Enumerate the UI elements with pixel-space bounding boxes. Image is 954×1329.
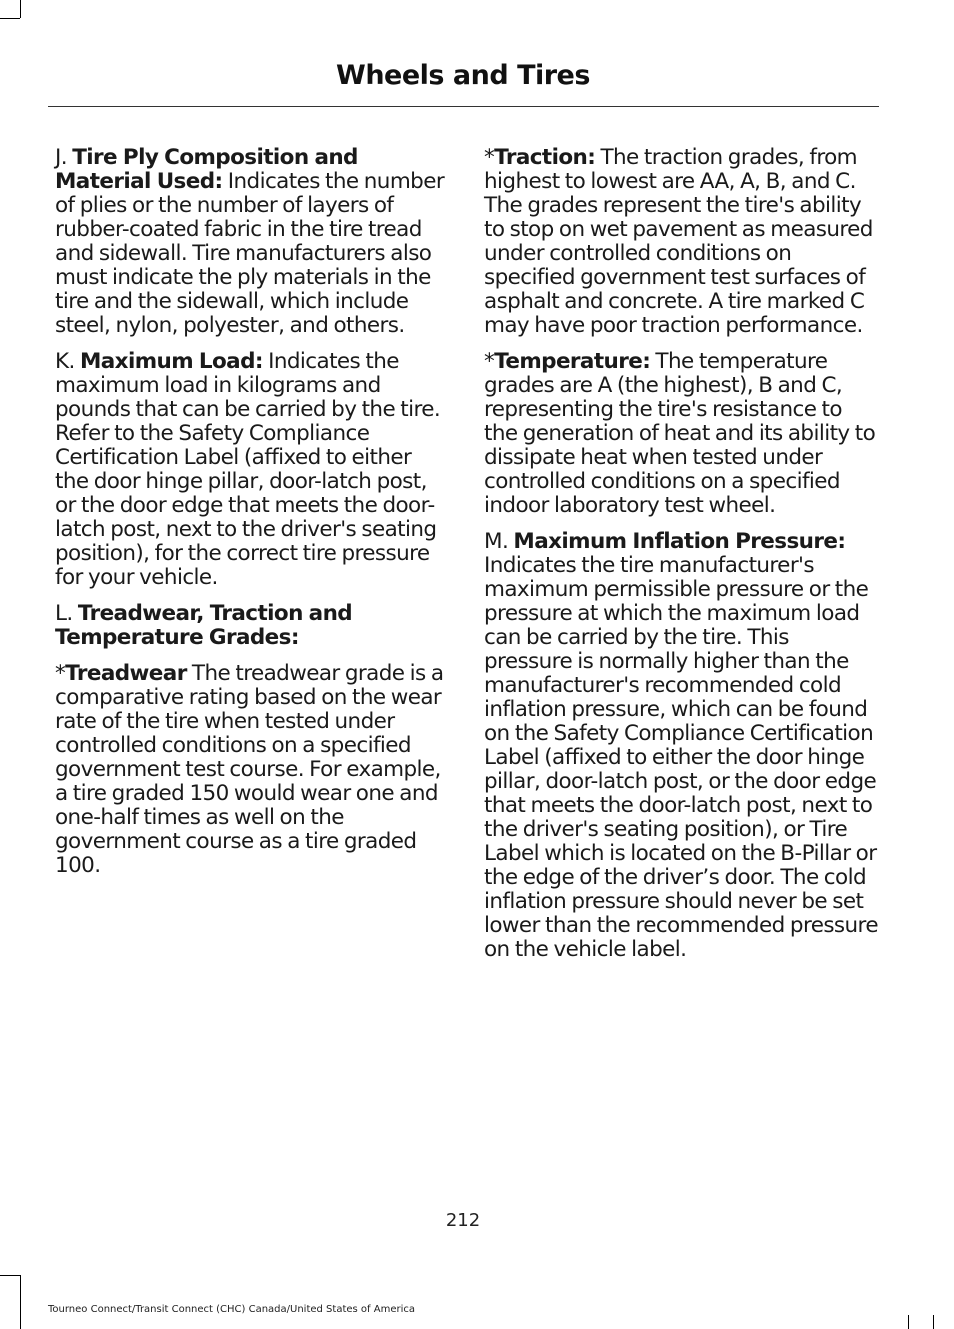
crop-mark-bottom-right-vertical-2 [933, 1315, 934, 1329]
term-description: Indicates the tire manufacturer's maximum permissible pressure or the pressure at which the maximum load can be carried by the tire. This pressure is normally higher than the manufacturer's recommended cold inflation pressure, which can be found on the Safety Compliance Certification Label (affixed to either the door hinge pillar, door-latch post, or the door edge that meets the door-latch post, next to the driver's seating position), or Tire Label which is located on the B-Pillar or the edge of the driver’s door. The cold inflation pressure should never be set lower than the recommended pressure on the vehicle label. [484, 553, 878, 962]
paragraph-temperature [484, 350, 878, 518]
crop-mark-bottom-right-vertical-1 [908, 1315, 909, 1329]
term-description: The treadwear grade is a comparative rating based on the wear rate of the tire when tested under controlled conditions on a specified government test course. For example, a tire graded 150 would wear one and one-half times as well on the government course as a tire graded 100. [55, 661, 444, 878]
term-label: Tire Ply Composition and Material Used: [55, 145, 358, 194]
paragraph-maximum-load [55, 350, 449, 590]
crop-mark-top-left-vertical [20, 0, 21, 18]
term-label: Temperature: [494, 349, 651, 374]
right-column [484, 146, 878, 974]
paragraph-treadwear [55, 662, 449, 878]
term-description: The traction grades, from highest to lowest are AA, A, B, and C. The grades represent the tire's ability to stop on wet pavement as measured under controlled conditions on specified government test surfaces of asphalt and concrete. A tire marked C may have poor traction performance. [484, 145, 873, 338]
term-description: Indicates the maximum load in kilograms and pounds that can be carried by the tire. Refer to the Safety Compliance Certification Label (affixed to either the door hinge pillar, door-latch post, or the door edge that meets the door-latch post, next to the driver's seating position), for the correct tire pressure for your vehicle. [55, 349, 441, 590]
term-description: The temperature grades are A (the highest), B and C, representing the tire's resistance to the generation of heat and its ability to dissipate heat when tested under controlled conditions on a specified indoor laboratory test wheel. [484, 349, 876, 518]
term-label: Maximum Load: [79, 349, 263, 374]
item-prefix: * [55, 661, 66, 686]
crop-mark-bottom-left-vertical [20, 1275, 21, 1329]
item-prefix: * [484, 145, 495, 170]
crop-mark-top-left-horizontal [0, 18, 20, 19]
paragraph-maximum-inflation [484, 530, 878, 962]
page-title: Wheels and Tires [336, 60, 590, 91]
item-prefix: M. [484, 529, 514, 554]
term-label: Treadwear [65, 661, 187, 686]
term-label: Traction: [494, 145, 596, 170]
left-column [55, 146, 449, 890]
term-label: Maximum Inflation Pressure: [513, 529, 846, 554]
term-description: Indicates the number of plies or the number of layers of rubber-coated fabric in the tire tread and sidewall. Tire manufacturers also must indicate the ply materials in the tire and the sidewall, which include steel, nylon, polyester, and others. [55, 169, 445, 338]
paragraph-grades-heading [55, 602, 449, 650]
item-prefix: * [484, 349, 495, 374]
paragraph-traction [484, 146, 878, 338]
page-number: 212 [445, 1210, 481, 1231]
paragraph-tire-ply [55, 146, 449, 338]
term-label: Treadwear, Traction and Temperature Grades: [55, 601, 353, 650]
item-prefix: K. [55, 349, 80, 374]
footer-text: Tourneo Connect/Transit Connect (CHC) Canada/United States of America [48, 1304, 415, 1315]
item-prefix: L. [55, 601, 78, 626]
header-divider [48, 106, 879, 107]
item-prefix: J. [55, 145, 73, 170]
crop-mark-bottom-left-horizontal [0, 1275, 20, 1276]
